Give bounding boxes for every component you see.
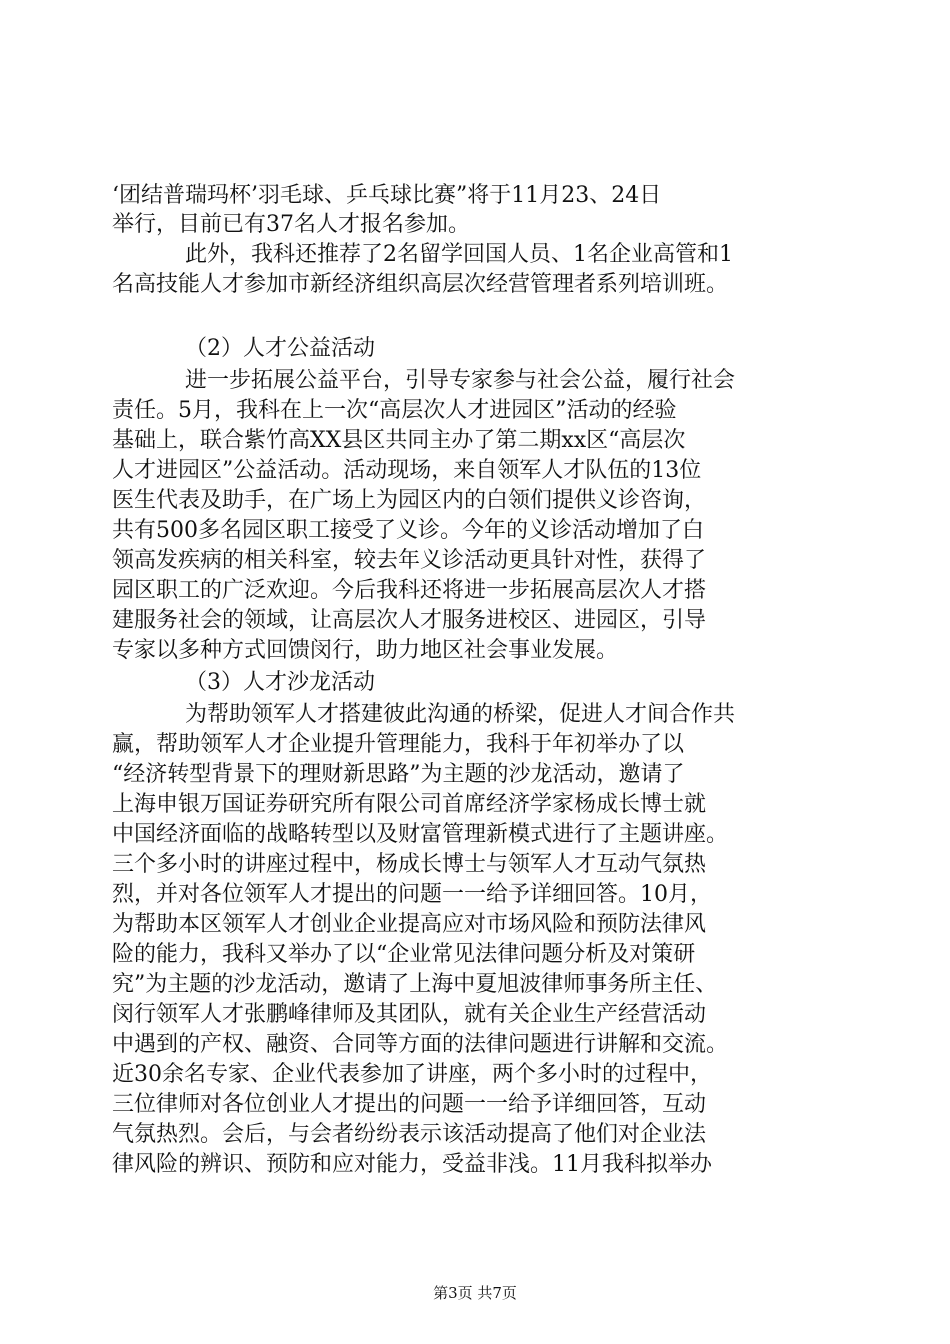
text-line: 责任。5月，我科在上一次“高层次人才进园区”活动的经验 xyxy=(112,398,677,423)
text-line: 建服务社会的领域，让高层次人才服务进校区、进园区，引导 xyxy=(112,608,707,633)
text-line: 名高技能人才参加市新经济组织高层次经营管理者系列培训班。 xyxy=(112,272,729,297)
text-line: 医生代表及助手，在广场上为园区内的白领们提供义诊咨询， xyxy=(112,488,707,513)
text-line: 为帮助本区领军人才创业企业提高应对市场风险和预防法律风 xyxy=(112,912,707,937)
text-line: 中国经济面临的战略转型以及财富管理新模式进行了主题讲座。 xyxy=(112,822,729,847)
text-line: 领高发疾病的相关科室，较去年义诊活动更具针对性，获得了 xyxy=(112,548,707,573)
text-line: 究”为主题的沙龙活动，邀请了上海中夏旭波律师事务所主任、 xyxy=(112,972,718,997)
text-line: 气氛热烈。会后，与会者纷纷表示该活动提高了他们对企业法 xyxy=(112,1122,707,1147)
text-line: 律风险的辨识、预防和应对能力，受益非浅。11月我科拟举办 xyxy=(112,1152,712,1177)
text-line: 烈，并对各位领军人才提出的问题一一给予详细回答。10月， xyxy=(112,882,712,907)
text-line: 为帮助领军人才搭建彼此沟通的桥梁，促进人才间合作共 xyxy=(185,702,736,727)
text-line: （3）人才沙龙活动 xyxy=(185,670,375,695)
text-line: 三位律师对各位创业人才提出的问题一一给予详细回答，互动 xyxy=(112,1092,707,1117)
text-line: 中遇到的产权、融资、合同等方面的法律问题进行讲解和交流。 xyxy=(112,1032,729,1057)
text-line: 进一步拓展公益平台，引导专家参与社会公益，履行社会 xyxy=(185,368,736,393)
text-line: ‘团结普瑞玛杯’羽毛球、乒乓球比赛”将于11月23、24日 xyxy=(112,183,662,208)
text-line: “经济转型背景下的理财新思路”为主题的沙龙活动，邀请了 xyxy=(112,762,685,787)
text-line: 三个多小时的讲座过程中，杨成长博士与领军人才互动气氛热 xyxy=(112,852,707,877)
text-line: 险的能力，我科又举办了以“企业常见法律问题分析及对策研 xyxy=(112,942,696,967)
text-line: 闵行领军人才张鹏峰律师及其团队，就有关企业生产经营活动 xyxy=(112,1002,707,1027)
text-line: 上海申银万国证券研究所有限公司首席经济学家杨成长博士就 xyxy=(112,792,707,817)
text-line: （2）人才公益活动 xyxy=(185,336,375,361)
text-line: 赢，帮助领军人才企业提升管理能力，我科于年初举办了以 xyxy=(112,732,685,757)
text-line: 近30余名专家、企业代表参加了讲座，两个多小时的过程中， xyxy=(112,1062,712,1087)
text-line: 此外，我科还推荐了2名留学回国人员、1名企业高管和1 xyxy=(185,242,733,267)
text-line: 园区职工的广泛欢迎。今后我科还将进一步拓展高层次人才搭 xyxy=(112,578,707,603)
text-line: 专家以多种方式回馈闵行，助力地区社会事业发展。 xyxy=(112,638,619,663)
text-line: 人才进园区”公益活动。活动现场，来自领军人才队伍的13位 xyxy=(112,458,702,483)
page-footer: 第3页 共7页 xyxy=(433,1284,517,1302)
text-line: 基础上，联合紫竹高XX县区共同主办了第二期xx区“高层次 xyxy=(112,428,686,453)
text-line: 共有500多名园区职工接受了义诊。今年的义诊活动增加了白 xyxy=(112,518,704,543)
text-line: 举行，目前已有37名人才报名参加。 xyxy=(112,212,470,237)
